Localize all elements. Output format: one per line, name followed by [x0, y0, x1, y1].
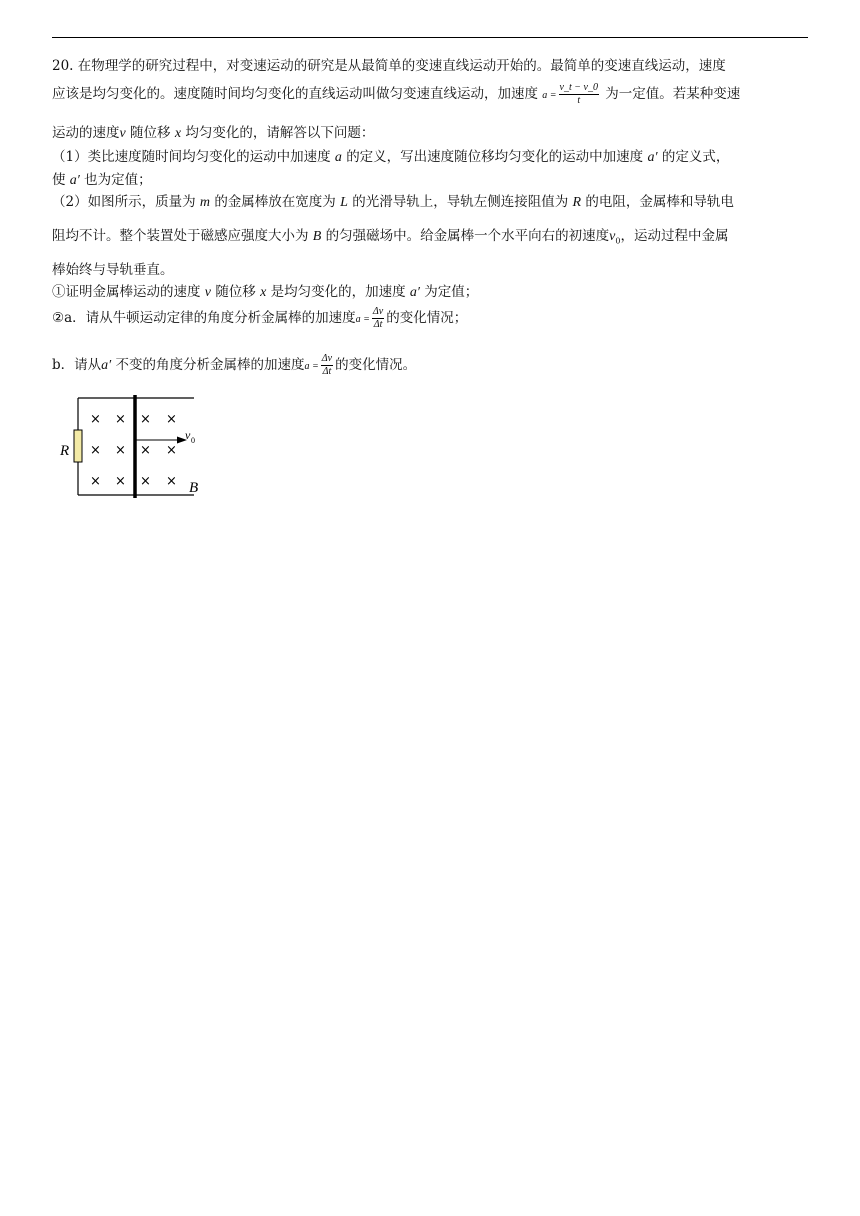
cross-mark: × — [90, 474, 101, 489]
cross-mark: × — [115, 474, 126, 489]
formula-a-def-fraction: $\frac{v\_t - v\_0}{t}$ — [559, 81, 598, 106]
circuit-figure — [56, 394, 216, 502]
part1-line-1: （1）类比速度随时间均匀变化的运动中加速度 a 的定义，写出速度随位移均匀变化的运动中加速度 a′ 的定义式， — [52, 149, 730, 165]
formula-dv-dt: $\frac{\Delta v}{\Delta t}$ — [372, 305, 384, 330]
cross-mark: × — [140, 474, 151, 489]
velocity-label: v — [185, 428, 191, 442]
intro-line-2: 应该是均匀变化的。速度随时间均匀变化的直线运动叫做匀变速直线运动，加速度 a = $\frac{v\_t - v\_0}{t}$ 为一定值。若某种变速 — [52, 81, 741, 106]
velocity-subscript: 0 — [191, 436, 195, 445]
cross-mark: × — [115, 443, 126, 458]
formula-a-def-lhs: a = — [542, 90, 557, 101]
cross-mark: × — [90, 443, 101, 458]
resistor — [74, 430, 82, 462]
part2-line-1: （2）如图所示，质量为 m 的金属棒放在宽度为 L 的光滑导轨上，导轨左侧连接阻值为 R 的电阻，金属棒和导轨电 — [52, 194, 734, 210]
field-label: B — [189, 480, 199, 496]
cross-mark: × — [166, 443, 177, 458]
intro-line-1: 20. 在物理学的研究过程中，对变速运动的研究是从最简单的变速直线运动开始的。最简单的变速直线运动，速度 — [52, 58, 726, 74]
sub-question-1: ①证明金属棒运动的速度 v 随位移 x 是均匀变化的，加速度 a′ 为定值； — [52, 284, 479, 300]
part2-line-2: 阻均不计。整个装置处于磁感应强度大小为 B 的匀强磁场中。给金属棒一个水平向右的初速度$v_0$，运动过程中金属 — [52, 228, 729, 246]
part2-line-3: 棒始终与导轨垂直。 — [52, 262, 174, 278]
cross-mark: × — [90, 412, 101, 427]
cross-mark: × — [166, 412, 177, 427]
top-rule — [52, 37, 808, 38]
sub-question-2a: ②a．请从牛顿运动定律的角度分析金属棒的加速度a = $\frac{\Delta v}{\Delta t}$ 的变化情况； — [52, 305, 468, 330]
resistor-label: R — [60, 443, 70, 459]
question-number: 20. — [52, 58, 74, 74]
cross-mark: × — [166, 474, 177, 489]
cross-mark: × — [140, 443, 151, 458]
formula-dv-dt-2: $\frac{\Delta v}{\Delta t}$ — [321, 352, 333, 377]
sub-question-2b: b．请从a′ 不变的角度分析金属棒的加速度a = $\frac{\Delta v}{\Delta t}$ 的变化情况。 — [52, 352, 417, 377]
cross-mark: × — [115, 412, 126, 427]
cross-mark: × — [140, 412, 151, 427]
part1-line-2: 使 a′ 也为定值； — [52, 172, 152, 188]
intro-line-3: 运动的速度v 随位移 x 均匀变化的，请解答以下问题： — [52, 125, 375, 141]
